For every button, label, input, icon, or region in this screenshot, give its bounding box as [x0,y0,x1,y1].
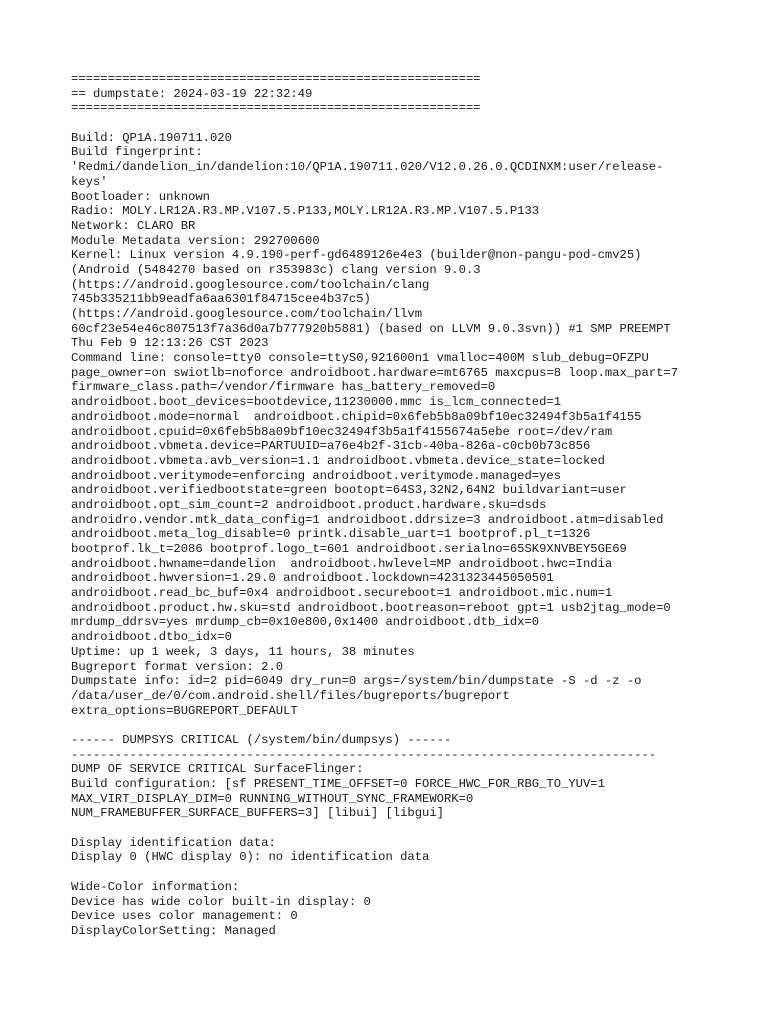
kernel-line: Kernel: Linux version 4.9.190-perf-gd6489126e4e3 (builder@non-pangu-pod-cmv25) [71,248,642,263]
dumpstate-info-line: Dumpstate info: id=2 pid=6049 dry_run=0 args=/system/bin/dumpstate -S -d -z -o [71,674,642,689]
service-dump-title: DUMP OF SERVICE CRITICAL SurfaceFlinger: [71,762,364,777]
command-line-cont: androidboot.hwversion=1.29.0 androidboot.lockdown=4231323445050501 [71,571,554,586]
blank-line [71,865,761,880]
build-fingerprint-label: Build fingerprint: [71,145,203,160]
uptime-line: Uptime: up 1 week, 3 days, 11 hours, 38 minutes [71,644,415,659]
bootloader-line: Bootloader: unknown [71,189,210,204]
command-line: Command line: console=tty0 console=ttyS0,921600n1 vmalloc=400M slub_debug=OFZPU [71,351,649,366]
command-line-cont: androidboot.veritymode=enforcing androidboot.veritymode.managed=yes [71,468,562,483]
bugreport-format-line: Bugreport format version: 2.0 [71,659,284,674]
module-metadata-line: Module Metadata version: 292700600 [71,233,320,248]
command-line-cont: androidboot.vbmeta.device=PARTUUID=a76e4b2f-31cb-40ba-826a-c0cb0b73c856 [71,439,591,454]
dumpsys-section-header: ------ DUMPSYS CRITICAL (/system/bin/dumpsys) ------ [71,732,452,747]
build-fingerprint-value: 'Redmi/dandelion_in/dandelion:10/QP1A.190711.020/V12.0.26.0.QCDINXM:user/release- [71,160,664,175]
command-line-cont: mrdump_ddrsv=yes mrdump_cb=0x10e800,0x1400 androidboot.dtb_idx=0 [71,615,540,630]
command-line-cont: androidro.vendor.mtk_data_config=1 androidboot.ddrsize=3 androidboot.atm=disabled [71,512,664,527]
command-line-cont: androidboot.read_bc_buf=0x4 androidboot.secureboot=1 androidboot.mic.num=1 [71,586,613,601]
section-rule: -------------------------------------------------------------------------------- [71,747,657,762]
radio-line: Radio: MOLY.LR12A.R3.MP.V107.5.P133,MOLY.LR12A.R3.MP.V107.5.P133 [71,204,540,219]
blank-line [71,821,761,836]
command-line-cont: androidboot.vbmeta.avb_version=1.1 androidboot.vbmeta.device_state=locked [71,453,605,468]
dumpstate-info-line-cont: extra_options=BUGREPORT_DEFAULT [71,703,298,718]
command-line-cont: androidboot.mode=normal androidboot.chipid=0x6feb5b8a09bf10ec32494f3b5a1f4155 [71,409,642,424]
dumpstate-info-line-cont: /data/user_de/0/com.android.shell/files/bugreports/bugreport [71,688,510,703]
color-management-line: Device uses color management: 0 [71,909,298,924]
build-line: Build: QP1A.190711.020 [71,130,232,145]
dumpstate-report [71,72,761,939]
kernel-line-cont: 745b335211bb9eadfa6aa6301f84715cee4b37c5) [71,292,371,307]
display-color-setting-line: DisplayColorSetting: Managed [71,923,276,938]
build-configuration-line-cont: NUM_FRAMEBUFFER_SURFACE_BUFFERS=3] [libui] [libgui] [71,806,444,821]
command-line-cont: androidboot.verifiedbootstate=green bootopt=64S3,32N2,64N2 buildvariant=user [71,483,627,498]
build-configuration-line: Build configuration: [sf PRESENT_TIME_OFFSET=0 FORCE_HWC_FOR_RBG_TO_YUV=1 [71,777,605,791]
kernel-line-cont: Thu Feb 9 12:13:26 CST 2023 [71,336,269,351]
command-line-cont: firmware_class.path=/vendor/firmware has_battery_removed=0 [71,380,496,395]
display-identification-heading: Display identification data: [71,835,276,850]
blank-line [71,718,761,733]
network-line: Network: CLARO BR [71,218,196,233]
command-line-cont: bootprof.lk_t=2086 bootprof.logo_t=601 androidboot.serialno=65SK9XNVBEY5GE69 [71,542,627,556]
kernel-line-cont: (https://android.googlesource.com/toolchain/clang [71,277,430,292]
dumpstate-timestamp: == dumpstate: 2024-03-19 22:32:49 [71,86,313,101]
kernel-line-cont: 60cf23e54e46c807513f7a36d0a7b777920b5881) (based on LLVM 9.0.3svn)) #1 SMP PREEMPT [71,321,671,336]
wide-color-heading: Wide-Color information: [71,879,240,894]
build-fingerprint-value-cont: keys' [71,174,108,189]
blank-line [71,116,761,131]
wide-color-builtin-line: Device has wide color built-in display: 0 [71,894,371,909]
kernel-line-cont: (Android (5484270 based on r353983c) clang version 9.0.3 [71,262,481,277]
command-line-cont: androidboot.dtbo_idx=0 [71,630,232,645]
command-line-cont: androidboot.boot_devices=bootdevice,11230000.mmc is_lcm_connected=1 [71,395,562,410]
command-line-cont: page_owner=on swiotlb=noforce androidboot.hardware=mt6765 maxcpus=8 loop.max_part=7 [71,365,679,380]
command-line-cont: androidboot.opt_sim_count=2 androidboot.product.hardware.sku=dsds [71,497,547,512]
display-identification-value: Display 0 (HWC display 0): no identification data [71,850,430,865]
header-rule-top: ======================================================== [71,72,481,86]
header-rule-bottom: ======================================================== [71,101,481,116]
command-line-cont: androidboot.hwname=dandelion androidboot.hwlevel=MP androidboot.hwc=India [71,556,613,571]
build-configuration-line-cont: MAX_VIRT_DISPLAY_DIM=0 RUNNING_WITHOUT_SYNC_FRAMEWORK=0 [71,791,474,806]
command-line-cont: androidboot.product.hw.sku=std androidboot.bootreason=reboot gpt=1 usb2jtag_mode=0 [71,600,671,615]
command-line-cont: androidboot.meta_log_disable=0 printk.disable_uart=1 bootprof.pl_t=1326 [71,527,591,542]
command-line-cont: androidboot.cpuid=0x6feb5b8a09bf10ec32494f3b5a1f4155674a5ebe root=/dev/ram [71,424,613,439]
kernel-line-cont: (https://android.googlesource.com/toolchain/llvm [71,307,423,321]
